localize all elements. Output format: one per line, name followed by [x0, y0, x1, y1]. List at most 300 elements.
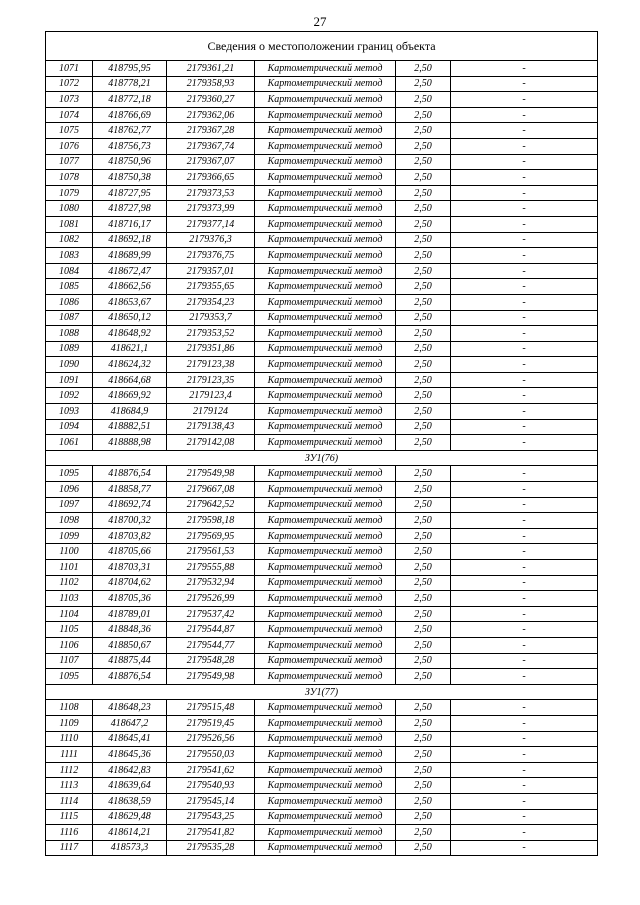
accuracy-cell: 2,50 — [396, 528, 451, 544]
y-coordinate-cell: 2179537,42 — [167, 606, 255, 622]
y-coordinate-cell: 2179351,86 — [167, 341, 255, 357]
description-cell: - — [451, 466, 598, 482]
page-number: 27 — [313, 14, 327, 29]
x-coordinate-cell: 418689,99 — [93, 248, 167, 264]
point-number-cell: 1102 — [46, 575, 93, 591]
table-row — [46, 793, 598, 809]
y-coordinate-cell: 2179544,77 — [167, 637, 255, 653]
table-row — [46, 528, 598, 544]
point-number-cell: 1098 — [46, 513, 93, 529]
method-cell: Картометрический метод — [255, 715, 396, 731]
method-cell: Картометрический метод — [255, 466, 396, 482]
method-cell: Картометрический метод — [255, 357, 396, 373]
table-row — [46, 778, 598, 794]
table-row — [46, 138, 598, 154]
description-cell: - — [451, 747, 598, 763]
y-coordinate-cell: 2179642,52 — [167, 497, 255, 513]
description-cell: - — [451, 404, 598, 420]
table-row — [46, 513, 598, 529]
y-coordinate-cell: 2179515,48 — [167, 700, 255, 716]
description-cell: - — [451, 700, 598, 716]
accuracy-cell: 2,50 — [396, 294, 451, 310]
y-coordinate-cell: 2179532,94 — [167, 575, 255, 591]
x-coordinate-cell: 418705,36 — [93, 591, 167, 607]
x-coordinate-cell: 418875,44 — [93, 653, 167, 669]
table-row — [46, 809, 598, 825]
point-number-cell: 1080 — [46, 201, 93, 217]
point-number-cell: 1093 — [46, 404, 93, 420]
description-cell: - — [451, 138, 598, 154]
description-cell: - — [451, 419, 598, 435]
point-number-cell: 1095 — [46, 466, 93, 482]
description-cell: - — [451, 528, 598, 544]
section-heading: ЗУ1(77) — [46, 684, 598, 700]
description-cell: - — [451, 201, 598, 217]
table-row — [46, 216, 598, 232]
accuracy-cell: 2,50 — [396, 61, 451, 77]
accuracy-cell: 2,50 — [396, 138, 451, 154]
description-cell: - — [451, 76, 598, 92]
point-number-cell: 1076 — [46, 138, 93, 154]
x-coordinate-cell: 418762,77 — [93, 123, 167, 139]
y-coordinate-cell: 2179138,43 — [167, 419, 255, 435]
point-number-cell: 1095 — [46, 669, 93, 685]
y-coordinate-cell: 2179550,03 — [167, 747, 255, 763]
method-cell: Картометрический метод — [255, 825, 396, 841]
accuracy-cell: 2,50 — [396, 637, 451, 653]
description-cell: - — [451, 372, 598, 388]
accuracy-cell: 2,50 — [396, 762, 451, 778]
method-cell: Картометрический метод — [255, 497, 396, 513]
y-coordinate-cell: 2179373,99 — [167, 201, 255, 217]
description-cell: - — [451, 731, 598, 747]
point-number-cell: 1092 — [46, 388, 93, 404]
method-cell: Картометрический метод — [255, 793, 396, 809]
x-coordinate-cell: 418639,64 — [93, 778, 167, 794]
point-number-cell: 1074 — [46, 107, 93, 123]
method-cell: Картометрический метод — [255, 185, 396, 201]
x-coordinate-cell: 418848,36 — [93, 622, 167, 638]
description-cell: - — [451, 263, 598, 279]
table-row — [46, 123, 598, 139]
x-coordinate-cell: 418662,56 — [93, 279, 167, 295]
point-number-cell: 1110 — [46, 731, 93, 747]
table-row — [46, 731, 598, 747]
method-cell: Картометрический метод — [255, 560, 396, 576]
accuracy-cell: 2,50 — [396, 715, 451, 731]
x-coordinate-cell: 418704,62 — [93, 575, 167, 591]
point-number-cell: 1091 — [46, 372, 93, 388]
table-row — [46, 466, 598, 482]
method-cell: Картометрический метод — [255, 107, 396, 123]
table-row — [46, 591, 598, 607]
y-coordinate-cell: 2179362,06 — [167, 107, 255, 123]
method-cell: Картометрический метод — [255, 372, 396, 388]
point-number-cell: 1117 — [46, 840, 93, 856]
x-coordinate-cell: 418684,9 — [93, 404, 167, 420]
x-coordinate-cell: 418614,21 — [93, 825, 167, 841]
description-cell: - — [451, 123, 598, 139]
method-cell: Картометрический метод — [255, 575, 396, 591]
table-row — [46, 419, 598, 435]
description-cell: - — [451, 248, 598, 264]
accuracy-cell: 2,50 — [396, 825, 451, 841]
table-row — [46, 107, 598, 123]
description-cell: - — [451, 92, 598, 108]
point-number-cell: 1061 — [46, 435, 93, 451]
y-coordinate-cell: 2179123,35 — [167, 372, 255, 388]
y-coordinate-cell: 2179541,82 — [167, 825, 255, 841]
accuracy-cell: 2,50 — [396, 388, 451, 404]
x-coordinate-cell: 418772,18 — [93, 92, 167, 108]
method-cell: Картометрический метод — [255, 528, 396, 544]
method-cell: Картометрический метод — [255, 591, 396, 607]
point-number-cell: 1084 — [46, 263, 93, 279]
section-heading-row — [46, 450, 598, 466]
method-cell: Картометрический метод — [255, 248, 396, 264]
point-number-cell: 1113 — [46, 778, 93, 794]
description-cell: - — [451, 185, 598, 201]
accuracy-cell: 2,50 — [396, 154, 451, 170]
point-number-cell: 1106 — [46, 637, 93, 653]
x-coordinate-cell: 418700,32 — [93, 513, 167, 529]
y-coordinate-cell: 2179535,28 — [167, 840, 255, 856]
y-coordinate-cell: 2179123,38 — [167, 357, 255, 373]
accuracy-cell: 2,50 — [396, 653, 451, 669]
description-cell: - — [451, 435, 598, 451]
accuracy-cell: 2,50 — [396, 404, 451, 420]
table-row — [46, 497, 598, 513]
table-row — [46, 700, 598, 716]
method-cell: Картометрический метод — [255, 294, 396, 310]
accuracy-cell: 2,50 — [396, 201, 451, 217]
accuracy-cell: 2,50 — [396, 731, 451, 747]
x-coordinate-cell: 418645,41 — [93, 731, 167, 747]
method-cell: Картометрический метод — [255, 232, 396, 248]
accuracy-cell: 2,50 — [396, 747, 451, 763]
x-coordinate-cell: 418638,59 — [93, 793, 167, 809]
x-coordinate-cell: 418629,48 — [93, 809, 167, 825]
x-coordinate-cell: 418642,83 — [93, 762, 167, 778]
accuracy-cell: 2,50 — [396, 279, 451, 295]
table-row — [46, 279, 598, 295]
method-cell: Картометрический метод — [255, 700, 396, 716]
accuracy-cell: 2,50 — [396, 435, 451, 451]
y-coordinate-cell: 2179544,87 — [167, 622, 255, 638]
accuracy-cell: 2,50 — [396, 232, 451, 248]
accuracy-cell: 2,50 — [396, 263, 451, 279]
y-coordinate-cell: 2179123,4 — [167, 388, 255, 404]
accuracy-cell: 2,50 — [396, 591, 451, 607]
table-row — [46, 622, 598, 638]
accuracy-cell: 2,50 — [396, 544, 451, 560]
description-cell: - — [451, 653, 598, 669]
method-cell: Картометрический метод — [255, 747, 396, 763]
method-cell: Картометрический метод — [255, 170, 396, 186]
description-cell: - — [451, 497, 598, 513]
description-cell: - — [451, 809, 598, 825]
description-cell: - — [451, 294, 598, 310]
point-number-cell: 1088 — [46, 326, 93, 342]
x-coordinate-cell: 418795,95 — [93, 61, 167, 77]
description-cell: - — [451, 326, 598, 342]
y-coordinate-cell: 2179541,62 — [167, 762, 255, 778]
y-coordinate-cell: 2179549,98 — [167, 669, 255, 685]
point-number-cell: 1103 — [46, 591, 93, 607]
x-coordinate-cell: 418648,92 — [93, 326, 167, 342]
method-cell: Картометрический метод — [255, 809, 396, 825]
accuracy-cell: 2,50 — [396, 170, 451, 186]
accuracy-cell: 2,50 — [396, 185, 451, 201]
x-coordinate-cell: 418876,54 — [93, 466, 167, 482]
description-cell: - — [451, 357, 598, 373]
method-cell: Картометрический метод — [255, 482, 396, 498]
x-coordinate-cell: 418624,32 — [93, 357, 167, 373]
description-cell: - — [451, 715, 598, 731]
description-cell: - — [451, 544, 598, 560]
accuracy-cell: 2,50 — [396, 372, 451, 388]
description-cell: - — [451, 762, 598, 778]
point-number-cell: 1082 — [46, 232, 93, 248]
accuracy-cell: 2,50 — [396, 76, 451, 92]
y-coordinate-cell: 2179360,27 — [167, 92, 255, 108]
section-heading-row — [46, 684, 598, 700]
table-row — [46, 606, 598, 622]
description-cell: - — [451, 591, 598, 607]
point-number-cell: 1089 — [46, 341, 93, 357]
point-number-cell: 1105 — [46, 622, 93, 638]
table-row — [46, 653, 598, 669]
y-coordinate-cell: 2179526,56 — [167, 731, 255, 747]
accuracy-cell: 2,50 — [396, 419, 451, 435]
table-row — [46, 435, 598, 451]
table-row — [46, 560, 598, 576]
method-cell: Картометрический метод — [255, 731, 396, 747]
point-number-cell: 1085 — [46, 279, 93, 295]
description-cell: - — [451, 637, 598, 653]
description-cell: - — [451, 606, 598, 622]
x-coordinate-cell: 418750,38 — [93, 170, 167, 186]
description-cell: - — [451, 482, 598, 498]
point-number-cell: 1116 — [46, 825, 93, 841]
y-coordinate-cell: 2179561,53 — [167, 544, 255, 560]
point-number-cell: 1090 — [46, 357, 93, 373]
description-cell: - — [451, 107, 598, 123]
y-coordinate-cell: 2179376,75 — [167, 248, 255, 264]
x-coordinate-cell: 418766,69 — [93, 107, 167, 123]
table-row — [46, 404, 598, 420]
y-coordinate-cell: 2179357,01 — [167, 263, 255, 279]
description-cell: - — [451, 575, 598, 591]
description-cell: - — [451, 341, 598, 357]
y-coordinate-cell: 2179667,08 — [167, 482, 255, 498]
y-coordinate-cell: 2179569,95 — [167, 528, 255, 544]
x-coordinate-cell: 418645,36 — [93, 747, 167, 763]
method-cell: Картометрический метод — [255, 840, 396, 856]
x-coordinate-cell: 418573,3 — [93, 840, 167, 856]
x-coordinate-cell: 418647,2 — [93, 715, 167, 731]
method-cell: Картометрический метод — [255, 622, 396, 638]
x-coordinate-cell: 418727,98 — [93, 201, 167, 217]
point-number-cell: 1099 — [46, 528, 93, 544]
description-cell: - — [451, 154, 598, 170]
method-cell: Картометрический метод — [255, 310, 396, 326]
table-row — [46, 747, 598, 763]
table-row — [46, 154, 598, 170]
point-number-cell: 1097 — [46, 497, 93, 513]
table-row — [46, 357, 598, 373]
point-number-cell: 1111 — [46, 747, 93, 763]
point-number-cell: 1075 — [46, 123, 93, 139]
method-cell: Картометрический метод — [255, 123, 396, 139]
accuracy-cell: 2,50 — [396, 809, 451, 825]
x-coordinate-cell: 418653,67 — [93, 294, 167, 310]
x-coordinate-cell: 418858,77 — [93, 482, 167, 498]
method-cell: Картометрический метод — [255, 388, 396, 404]
y-coordinate-cell: 2179540,93 — [167, 778, 255, 794]
x-coordinate-cell: 418850,67 — [93, 637, 167, 653]
point-number-cell: 1077 — [46, 154, 93, 170]
table-row — [46, 170, 598, 186]
y-coordinate-cell: 2179373,53 — [167, 185, 255, 201]
accuracy-cell: 2,50 — [396, 840, 451, 856]
y-coordinate-cell: 2179376,3 — [167, 232, 255, 248]
table-row — [46, 715, 598, 731]
x-coordinate-cell: 418789,01 — [93, 606, 167, 622]
table-row — [46, 762, 598, 778]
table-row — [46, 326, 598, 342]
point-number-cell: 1096 — [46, 482, 93, 498]
method-cell: Картометрический метод — [255, 341, 396, 357]
point-number-cell: 1108 — [46, 700, 93, 716]
x-coordinate-cell: 418705,66 — [93, 544, 167, 560]
method-cell: Картометрический метод — [255, 762, 396, 778]
y-coordinate-cell: 2179355,65 — [167, 279, 255, 295]
accuracy-cell: 2,50 — [396, 606, 451, 622]
description-cell: - — [451, 232, 598, 248]
description-cell: - — [451, 560, 598, 576]
method-cell: Картометрический метод — [255, 154, 396, 170]
table-row — [46, 185, 598, 201]
description-cell: - — [451, 61, 598, 77]
description-cell: - — [451, 279, 598, 295]
method-cell: Картометрический метод — [255, 653, 396, 669]
y-coordinate-cell: 2179142,08 — [167, 435, 255, 451]
point-number-cell: 1114 — [46, 793, 93, 809]
x-coordinate-cell: 418888,98 — [93, 435, 167, 451]
x-coordinate-cell: 418692,18 — [93, 232, 167, 248]
point-number-cell: 1109 — [46, 715, 93, 731]
method-cell: Картометрический метод — [255, 606, 396, 622]
y-coordinate-cell: 2179367,74 — [167, 138, 255, 154]
description-cell: - — [451, 825, 598, 841]
accuracy-cell: 2,50 — [396, 357, 451, 373]
table-row — [46, 544, 598, 560]
method-cell: Картометрический метод — [255, 92, 396, 108]
y-coordinate-cell: 2179367,07 — [167, 154, 255, 170]
y-coordinate-cell: 2179353,52 — [167, 326, 255, 342]
point-number-cell: 1100 — [46, 544, 93, 560]
y-coordinate-cell: 2179545,14 — [167, 793, 255, 809]
table-row — [46, 76, 598, 92]
description-cell: - — [451, 622, 598, 638]
accuracy-cell: 2,50 — [396, 92, 451, 108]
table-row — [46, 232, 598, 248]
x-coordinate-cell: 418664,68 — [93, 372, 167, 388]
accuracy-cell: 2,50 — [396, 622, 451, 638]
point-number-cell: 1081 — [46, 216, 93, 232]
method-cell: Картометрический метод — [255, 419, 396, 435]
table-row — [46, 201, 598, 217]
description-cell: - — [451, 170, 598, 186]
x-coordinate-cell: 418703,31 — [93, 560, 167, 576]
x-coordinate-cell: 418876,54 — [93, 669, 167, 685]
table-title-row — [46, 32, 598, 61]
table-row — [46, 341, 598, 357]
y-coordinate-cell: 2179354,23 — [167, 294, 255, 310]
point-number-cell: 1073 — [46, 92, 93, 108]
y-coordinate-cell: 2179367,28 — [167, 123, 255, 139]
y-coordinate-cell: 2179598,18 — [167, 513, 255, 529]
accuracy-cell: 2,50 — [396, 700, 451, 716]
y-coordinate-cell: 2179124 — [167, 404, 255, 420]
description-cell: - — [451, 513, 598, 529]
y-coordinate-cell: 2179361,21 — [167, 61, 255, 77]
point-number-cell: 1115 — [46, 809, 93, 825]
x-coordinate-cell: 418716,17 — [93, 216, 167, 232]
y-coordinate-cell: 2179555,88 — [167, 560, 255, 576]
accuracy-cell: 2,50 — [396, 466, 451, 482]
x-coordinate-cell: 418692,74 — [93, 497, 167, 513]
method-cell: Картометрический метод — [255, 778, 396, 794]
method-cell: Картометрический метод — [255, 76, 396, 92]
table-row — [46, 669, 598, 685]
method-cell: Картометрический метод — [255, 637, 396, 653]
point-number-cell: 1094 — [46, 419, 93, 435]
y-coordinate-cell: 2179358,93 — [167, 76, 255, 92]
table-row — [46, 482, 598, 498]
accuracy-cell: 2,50 — [396, 482, 451, 498]
accuracy-cell: 2,50 — [396, 669, 451, 685]
description-cell: - — [451, 793, 598, 809]
table-row — [46, 840, 598, 856]
method-cell: Картометрический метод — [255, 279, 396, 295]
x-coordinate-cell: 418703,82 — [93, 528, 167, 544]
point-number-cell: 1112 — [46, 762, 93, 778]
table-title: Сведения о местоположении границ объекта — [46, 32, 598, 61]
accuracy-cell: 2,50 — [396, 513, 451, 529]
description-cell: - — [451, 669, 598, 685]
x-coordinate-cell: 418882,51 — [93, 419, 167, 435]
description-cell: - — [451, 216, 598, 232]
x-coordinate-cell: 418621,1 — [93, 341, 167, 357]
x-coordinate-cell: 418648,23 — [93, 700, 167, 716]
y-coordinate-cell: 2179548,28 — [167, 653, 255, 669]
table-row — [46, 263, 598, 279]
point-number-cell: 1101 — [46, 560, 93, 576]
accuracy-cell: 2,50 — [396, 560, 451, 576]
method-cell: Картометрический метод — [255, 216, 396, 232]
point-number-cell: 1078 — [46, 170, 93, 186]
y-coordinate-cell: 2179549,98 — [167, 466, 255, 482]
y-coordinate-cell: 2179543,25 — [167, 809, 255, 825]
table-row — [46, 310, 598, 326]
point-number-cell: 1083 — [46, 248, 93, 264]
method-cell: Картометрический метод — [255, 669, 396, 685]
method-cell: Картометрический метод — [255, 61, 396, 77]
x-coordinate-cell: 418727,95 — [93, 185, 167, 201]
y-coordinate-cell: 2179353,7 — [167, 310, 255, 326]
